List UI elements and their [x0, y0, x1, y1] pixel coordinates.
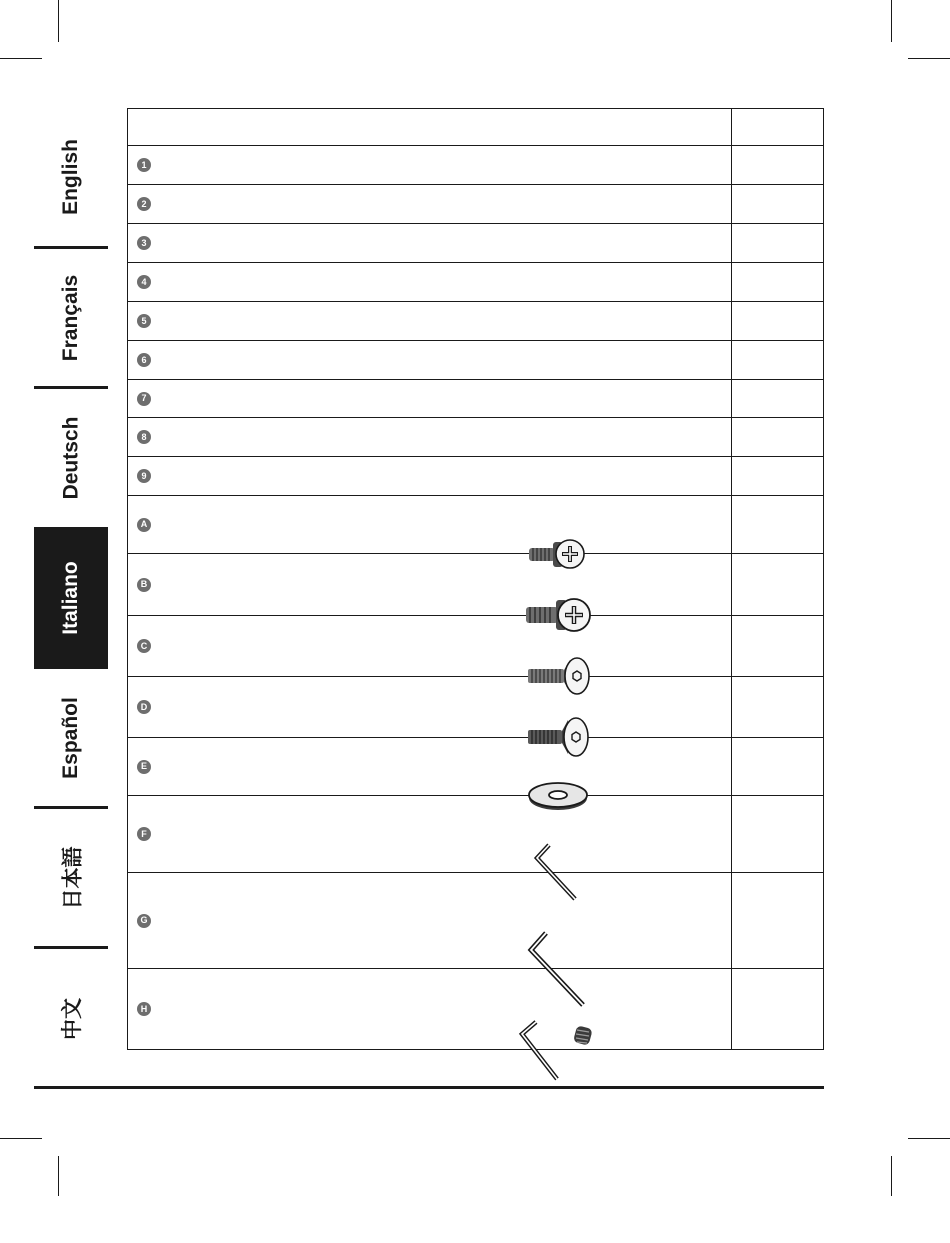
qty-cell — [732, 554, 824, 616]
parts-table — [127, 108, 824, 1050]
qty-cell — [732, 873, 824, 969]
lang-tab-label: English — [59, 139, 82, 215]
part-marker: E — [137, 760, 151, 774]
part-cell — [128, 496, 732, 554]
part-marker: D — [137, 700, 151, 714]
table-row — [128, 616, 824, 677]
lang-tab-label: 中文 — [61, 998, 84, 1040]
crop-mark — [908, 1138, 950, 1139]
qty-cell — [732, 302, 824, 341]
lang-tab-francais[interactable] — [34, 249, 108, 386]
lang-tab-english[interactable] — [34, 108, 108, 246]
table-row — [128, 554, 824, 616]
crop-mark — [891, 0, 892, 42]
part-cell — [128, 418, 732, 457]
part-cell — [128, 380, 732, 418]
part-marker: F — [137, 827, 151, 841]
lang-tab-label: Deutsch — [59, 416, 83, 500]
qty-cell — [732, 969, 824, 1050]
header-qty-cell — [732, 109, 824, 146]
lang-tab-label: Français — [59, 274, 83, 361]
part-cell — [128, 738, 732, 796]
part-cell — [128, 873, 732, 969]
table-header-row — [128, 109, 824, 146]
part-marker: 8 — [137, 430, 151, 444]
footer-rule — [34, 1086, 824, 1089]
part-cell — [128, 302, 732, 341]
lang-tab-label: Italiano — [58, 561, 82, 635]
table-row — [128, 873, 824, 969]
table-row — [128, 224, 824, 263]
table-row — [128, 969, 824, 1050]
qty-cell — [732, 341, 824, 380]
part-marker: 9 — [137, 469, 151, 483]
part-marker: G — [137, 914, 151, 928]
part-cell — [128, 224, 732, 263]
table-row — [128, 341, 824, 380]
qty-cell — [732, 677, 824, 738]
lang-tab-label: 日本語 — [61, 846, 84, 909]
part-cell — [128, 677, 732, 738]
hex-key-and-set-screw-icon — [517, 1019, 597, 1083]
lang-tab-chinese[interactable] — [34, 949, 108, 1089]
qty-cell — [732, 457, 824, 496]
crop-mark — [0, 1138, 42, 1139]
crop-mark — [891, 1156, 892, 1196]
qty-cell — [732, 263, 824, 302]
part-cell — [128, 146, 732, 185]
qty-cell — [732, 616, 824, 677]
crop-mark — [908, 58, 950, 59]
part-marker: 1 — [137, 158, 151, 172]
table-row — [128, 302, 824, 341]
part-cell — [128, 341, 732, 380]
lang-tab-label: Español — [59, 696, 82, 779]
part-marker: H — [137, 1002, 151, 1016]
part-cell — [128, 457, 732, 496]
part-cell — [128, 969, 732, 1050]
qty-cell — [732, 738, 824, 796]
lang-tab-espanol[interactable] — [34, 669, 108, 806]
part-cell — [128, 263, 732, 302]
part-marker: C — [137, 639, 151, 653]
qty-cell — [732, 224, 824, 263]
crop-mark — [58, 0, 59, 42]
qty-cell — [732, 380, 824, 418]
part-marker: 6 — [137, 353, 151, 367]
part-cell — [128, 616, 732, 677]
qty-cell — [732, 796, 824, 873]
lang-tab-deutsch[interactable] — [34, 389, 108, 527]
table-row — [128, 146, 824, 185]
table-row — [128, 677, 824, 738]
qty-cell — [732, 185, 824, 224]
qty-cell — [732, 146, 824, 185]
part-marker: 5 — [137, 314, 151, 328]
qty-cell — [732, 496, 824, 554]
table-row — [128, 263, 824, 302]
part-marker: 3 — [137, 236, 151, 250]
header-cell — [128, 109, 732, 146]
part-marker: 4 — [137, 275, 151, 289]
part-marker: 2 — [137, 197, 151, 211]
table-row — [128, 796, 824, 873]
crop-mark — [0, 58, 42, 59]
lang-tab-japanese[interactable] — [34, 809, 108, 946]
part-marker: A — [137, 518, 151, 532]
qty-cell — [732, 418, 824, 457]
part-cell — [128, 796, 732, 873]
table-row — [128, 418, 824, 457]
table-row — [128, 457, 824, 496]
table-row — [128, 185, 824, 224]
table-row — [128, 496, 824, 554]
part-marker: 7 — [137, 392, 151, 406]
lang-tab-italiano[interactable] — [34, 527, 108, 669]
part-cell — [128, 554, 732, 616]
table-row — [128, 380, 824, 418]
table-row — [128, 738, 824, 796]
part-cell — [128, 185, 732, 224]
crop-mark — [58, 1156, 59, 1196]
part-marker: B — [137, 578, 151, 592]
